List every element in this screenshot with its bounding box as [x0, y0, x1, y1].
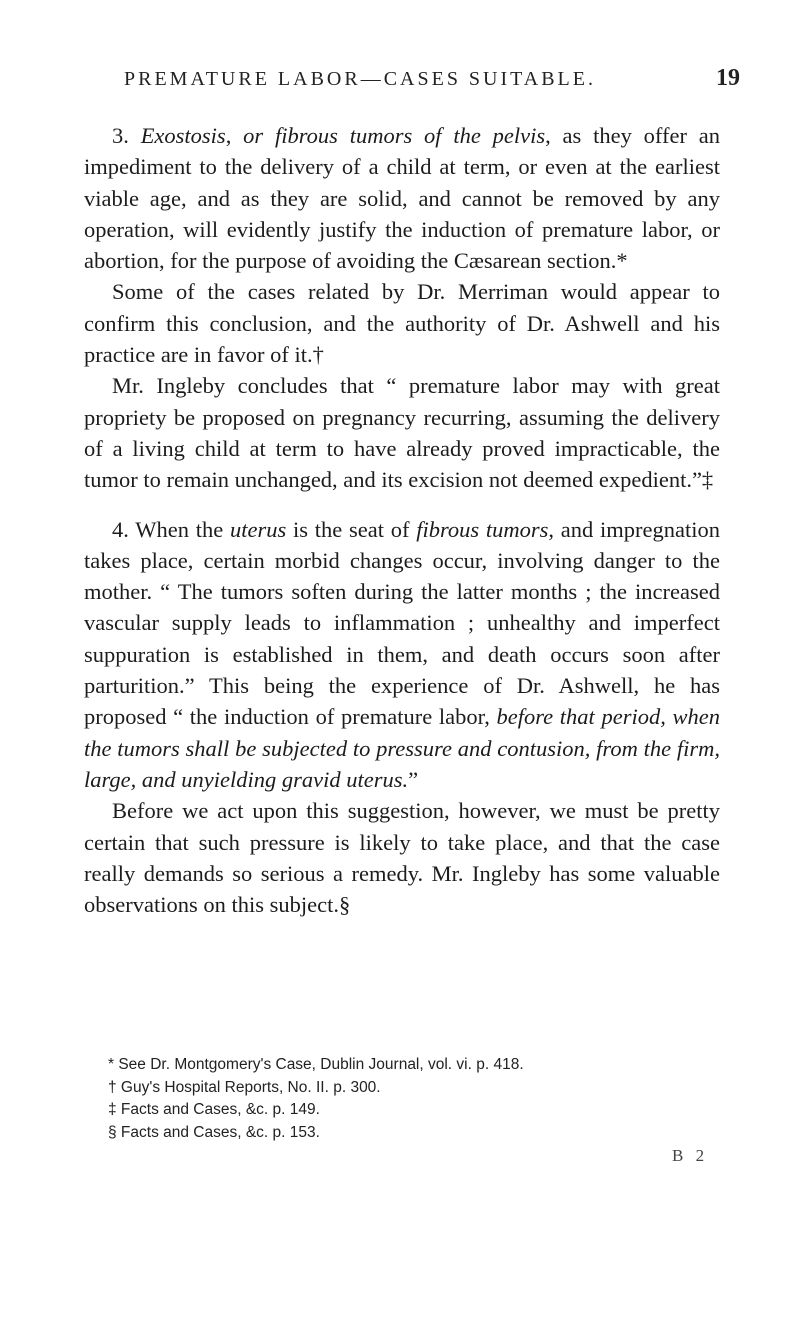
footnote: † Guy's Hospital Reports, No. II. p. 300.: [108, 1078, 381, 1096]
paragraph-uterus-tumors: 4. When the uterus is the seat of fibrous tumors, and impregnation takes place, certain morbid changes occur, involving danger to the mother. “ The tumors soften during the latter months ; the increased vascular supply leads to inflammation ; unhealthy and imperfect suppuration is established in them, and death occurs soon after parturition.” This being the experience of Dr. Ashwell, he has proposed “ the induction of premature labor, before that period, when the tumors shall be subjected to pressure and contusion, from the firm, large, and unyielding gravid uterus.”: [84, 516, 720, 792]
footnotes: [108, 1054, 728, 1144]
italic-term: fibrous tumors: [416, 516, 549, 542]
running-head: PREMATURE LABOR—CASES SUITABLE.: [124, 68, 596, 90]
italic-quote: before that period, when the tumors shall be subjected to pressure and contusion, from the firm, large, and unyielding gravid uterus.: [84, 704, 720, 792]
body-text: [84, 120, 720, 920]
section-number: 3.: [112, 123, 141, 148]
paragraph-exostosis: 3. Exostosis, or fibrous tumors of the pelvis, as they offer an impediment to the delivery of a child at term, or even at the earliest viable age, and as they are solid, and cannot be removed by any operation, will evidently justify the induction of premature labor, or abortion, for the purpose of avoiding the Cæsarean section.*: [84, 123, 720, 274]
paragraph-suggestion: Before we act upon this suggestion, however, we must be pretty certain that such pressure is likely to take place, and that the case really demands so serious a remedy. Mr. Ingleby has some valuable observations on this subject.§: [84, 798, 720, 918]
footnote: * See Dr. Montgomery's Case, Dublin Journal, vol. vi. p. 418.: [108, 1056, 524, 1073]
page-header: [0, 65, 800, 102]
italic-phrase: or fibrous tumors of the pelvis: [243, 123, 546, 148]
page-number: 19: [716, 65, 740, 91]
footnote: ‡ Facts and Cases, &c. p. 149.: [108, 1101, 320, 1119]
paragraph-merriman: Some of the cases related by Dr. Merriman would appear to confirm this conclusion, and the authority of Dr. Ashwell and his practice are in favor of it.†: [84, 279, 720, 368]
italic-term: uterus: [229, 516, 287, 542]
footnote: § Facts and Cases, &c. p. 153.: [108, 1123, 320, 1141]
italic-term: Exostosis: [140, 123, 226, 148]
signature-mark: B 2: [672, 1146, 709, 1165]
paragraph-ingleby-quote: Mr. Ingleby concludes that “ premature labor may with great propriety be proposed on pregnancy recurring, assuming the delivery of a living child at term to have already proved impracticable, the tumor to remain unchanged, and its excision not deemed expedient.”‡: [84, 373, 720, 493]
